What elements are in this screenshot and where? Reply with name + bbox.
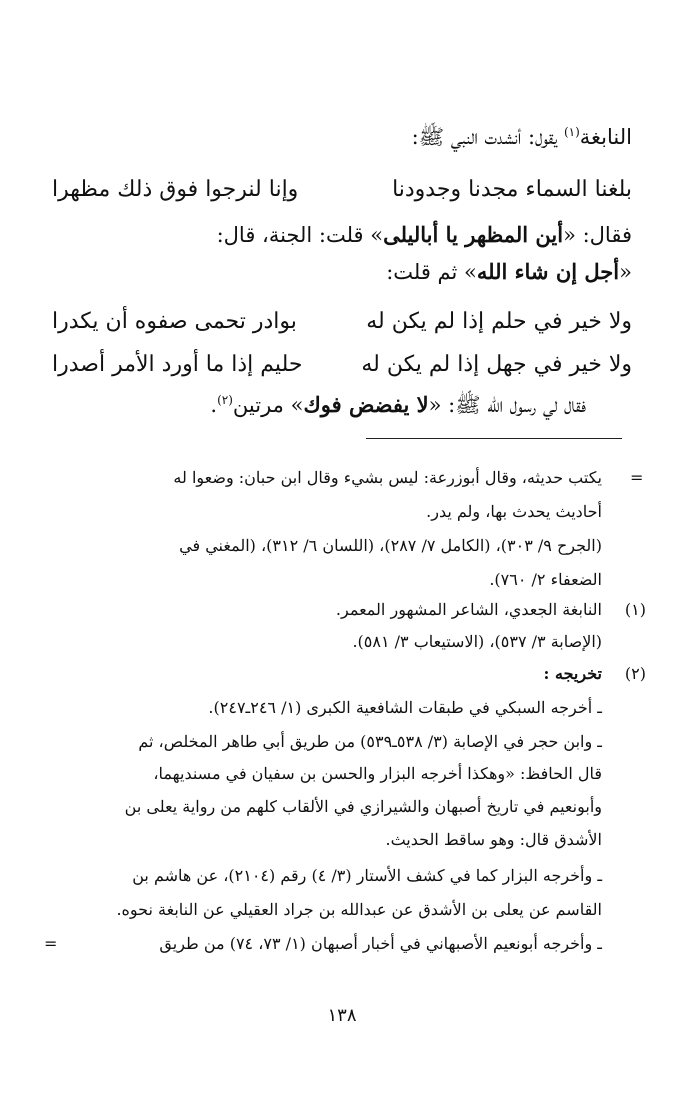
footnote-2-line-2: ـ وابن حجر في الإصابة (٣/ ٥٣٨ـ٥٣٩) من طريق أبي طاهر المخلص، ثم — [138, 732, 602, 751]
dialogue-1-prefix: فقال: « — [563, 223, 632, 247]
footnote-2-line-8: ـ وأخرجه أبونعيم الأصبهاني في أخبار أصبهان (١/ ٧٣، ٧٤) من طريق — [159, 934, 602, 953]
page-number: ١٣٨ — [327, 1005, 357, 1026]
verse-2 — [52, 304, 632, 338]
intro-line — [412, 124, 632, 155]
footnote-2-marker: (٢) — [624, 664, 646, 683]
dialogue-2-suffix: » ثم قلت: — [386, 260, 477, 284]
intro-rest: يقول: أنشدت النبي ﷺ: — [411, 125, 564, 149]
footnote-2-line-6: ـ وأخرجه البزار كما في كشف الأستار (٣/ ٤) رقم (٢١٠٤)، عن هاشم بن — [132, 866, 602, 885]
verse-3-first-hemistich: ولا خير في جهل إذا لم يكن له — [361, 351, 632, 377]
verse-3-second-hemistich: حليم إذا ما أورد الأمر أصدرا — [52, 351, 303, 377]
verse-2-second-hemistich: بوادر تحمى صفوه أن يكدرا — [52, 308, 297, 334]
footnote-2-end-mark: = — [44, 934, 58, 953]
reply-end: . — [210, 393, 218, 417]
cont-line-4: الضعفاء ٢/ ٧٦٠). — [489, 570, 602, 589]
dialogue-2-quote: أجل إن شاء الله — [476, 259, 620, 284]
verse-1 — [52, 172, 632, 206]
verse-1-first-hemistich: بلغنا السماء مجدنا وجدودنا — [392, 176, 632, 202]
footnote-2-line-7: القاسم عن يعلى بن الأشدق عن عبدالله بن جراد العقيلي عن النابغة نحوه. — [116, 900, 602, 919]
reply-suffix: » مرتين — [232, 393, 304, 417]
dialogue-line-2 — [386, 259, 632, 284]
reply-quote: لا يفضض فوك — [303, 392, 429, 417]
cont-line-1: يكتب حديثه، وقال أبوزرعة: ليس بشيء وقال ابن حبان: وضعوا له — [173, 468, 602, 487]
footnote-1-marker: (١) — [624, 600, 646, 619]
footnote-ref-2[interactable]: (٢) — [217, 393, 233, 407]
footnote-2-line-5: الأشدق قال: وهو ساقط الحديث. — [385, 830, 602, 849]
dialogue-line-1 — [217, 222, 632, 247]
reply-prefix: فقال لي رسول الله ﷺ: « — [428, 393, 586, 417]
footnote-1-line-2: (الإصابة ٣/ ٥٣٧)، (الاستيعاب ٣/ ٥٨١). — [352, 632, 602, 651]
intro-name: النابغة — [579, 125, 632, 149]
dialogue-2-prefix: « — [619, 260, 632, 284]
footnote-ref-1[interactable]: (١) — [563, 125, 580, 139]
cont-line-2: أحاديث يحدث بها، ولم يدر. — [426, 502, 602, 521]
verse-1-second-hemistich: وإنا لنرجوا فوق ذلك مظهرا — [52, 176, 299, 202]
continuation-mark: = — [630, 468, 644, 487]
dialogue-1-quote: أين المظهر يا أباليلى — [383, 222, 564, 247]
footnote-2-line-4: وأبونعيم في تاريخ أصبهان والشيرازي في الألقاب كلهم من رواية يعلى بن — [124, 797, 602, 816]
footnote-divider — [366, 438, 622, 439]
footnote-1-line-1: النابغة الجعدي، الشاعر المشهور المعمر. — [335, 600, 602, 619]
verse-3 — [52, 347, 632, 381]
cont-line-3: (الجرح ٩/ ٣٠٣)، (الكامل ٧/ ٢٨٧)، (اللسان ٦/ ٣١٢)، (المغني في — [179, 536, 602, 555]
footnote-2-line-1: ـ أخرجه السبكي في طبقات الشافعية الكبرى (١/ ٢٤٦ـ٢٤٧). — [208, 698, 602, 717]
footnote-2-heading: تخريجه : — [543, 664, 602, 683]
dialogue-1-suffix: » قلت: الجنة، قال: — [216, 223, 384, 247]
prophet-reply-line — [210, 392, 586, 423]
footnote-2-line-3: قال الحافظ: «وهكذا أخرجه البزار والحسن بن سفيان في مسنديهما، — [153, 764, 602, 783]
verse-2-first-hemistich: ولا خير في حلم إذا لم يكن له — [366, 308, 632, 334]
